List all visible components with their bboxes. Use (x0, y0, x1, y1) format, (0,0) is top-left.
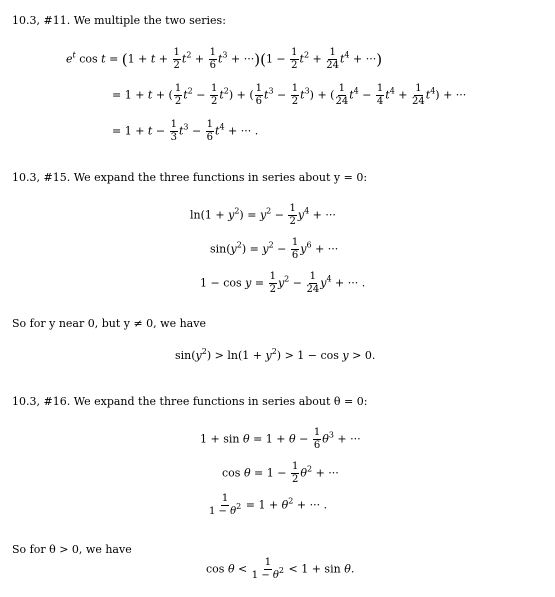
problem-15-series-ln: $\ln(1 + y^2) = y^2$ − $\frac{1}{2}$ $y^4$ + ··· (190, 203, 336, 227)
problem-11-heading: 10.3, #11. We multiple the two series: (12, 14, 226, 27)
problem-15-series-sin: $\sin(y^2) = y^2$ − $\frac{1}{6}$ $y^6$ + ··· (210, 237, 339, 261)
problem-16-series-sin: 1 + sin θ = 1 + θ − $\frac{1}{6}$ $\theta^3$ + ··· (200, 427, 361, 451)
problem-15-series-cos: 1 − cos y = $\frac{1}{2}$ $y^2$ − $\frac{1}{24}$ $y^4$ + ··· . (200, 271, 366, 295)
problem-15-heading: 10.3, #15. We expand the three functions in series about y = 0: (12, 171, 368, 184)
problem-15-conclusion-text: So for y near 0, but y ≠ 0, we have (12, 317, 206, 330)
problem-16-conclusion-text: So for θ > 0, we have (12, 543, 132, 556)
problem-11-equation-line-3: = 1 + t − $\frac{1}{3}$ $t^3$ − $\frac{1}{6}$ $t^4$ + ··· . (112, 119, 259, 143)
problem-11-equation-line-2: = 1 + t + ( $\frac{1}{2}$ $t^2$ − $\frac{1}{2}$ $t^2$) + ( $\frac{1}{6}$ $t^3$ − $\frac{1}{2}$ $t^3$) + ( $\frac{1}{24}$ $t^4$ − $\frac{1}{4}$ $t^4$ + $\frac{1}{24}$ $t^4$) + ··· (112, 83, 467, 107)
problem-15-inequality: $\sin(y^2) > \ln(1 + y^2) > 1 - \cos y > 0$. (175, 347, 376, 362)
problem-16-inequality: cos θ < $\frac{1}{1 - \theta^2}$ < 1 + sin θ. (206, 557, 355, 581)
problem-16-series-reciprocal: $\frac{1}{1 - \theta^2}$ = $1 + \theta^2$ + ··· . (209, 493, 328, 517)
problem-16-series-cos: cos θ = 1 − $\frac{1}{2}$ $\theta^2$ + ··· (222, 461, 339, 485)
problem-11-equation-line-1: $e^t$ cos t = (1 + t + $\frac{1}{2}$ $t^2$ + $\frac{1}{6}$ $t^3 + \cdot\cdot\cdot)(1$ − $\frac{1}{2}$ $t^2$ + $\frac{1}{24}$ $t^4$ + ···) (66, 47, 383, 71)
problem-16-heading: 10.3, #16. We expand the three functions in series about θ = 0: (12, 395, 368, 408)
